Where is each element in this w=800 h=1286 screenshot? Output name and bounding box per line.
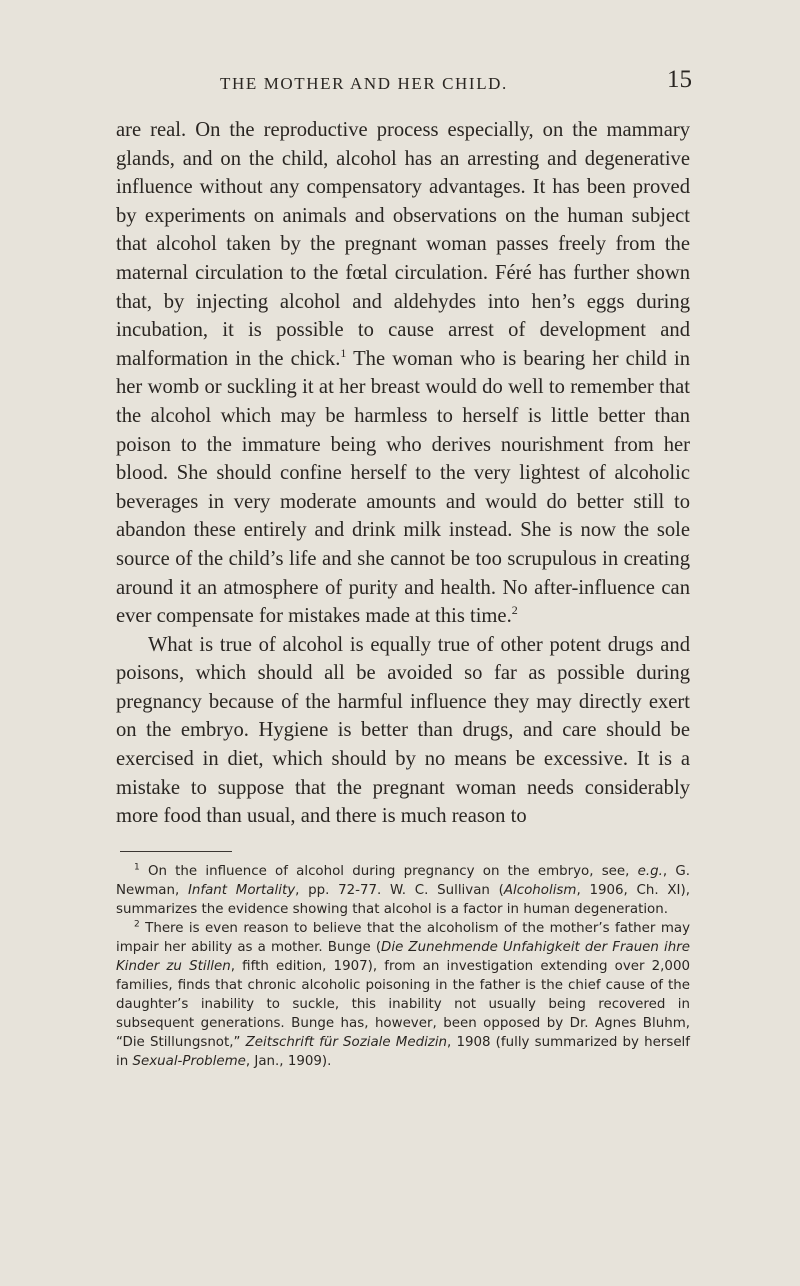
running-head <box>116 64 690 104</box>
footnote-1-text: , 1906, Ch. XI), summarizes the evidence showing that alcohol is a factor in human degeneration. <box>116 882 690 917</box>
paragraph-1-text-a: are real. On the reproductive process especially, on the mammary glands, and on the child, alcohol has an arresting and degenerative influence without any compensatory advantages. It has been proved by experiments on animals and observations on the human subject that alcohol taken by the pregnant woman passes freely from the maternal circulation to the fœtal circulation. Féré has further shown that, by injecting alcohol and aldehydes into hen’s eggs during incubation, it is possible to cause arrest of development and malformation in the chick. <box>116 119 690 370</box>
footnote-2-number: 2 <box>134 919 140 930</box>
footnote-ref-1: 1 <box>340 345 347 360</box>
body-text <box>116 116 690 831</box>
footnote-1-text: On the influence of alcohol during pregnancy on the embryo, see, <box>139 863 638 879</box>
footnote-1-abbrev: e.g. <box>637 863 663 879</box>
footnote-2-text: , fifth edition, 1907), from an investigation extending over 2,000 families, finds that chronic alcoholic poisoning in the father is the chief cause of the daughter’s inability to suckle, this inability not usually being recovered in subsequent generations. Bunge has, however, been opposed by Dr. Agnes Bluhm, “Die Stillungsnot,” <box>116 958 690 1050</box>
paragraph-1-text-b: The woman who is bearing her child in her womb or suckling it at her breast would do well to remember that the alcohol which may be harmless to herself is little better than poison to the immature being who derives nourishment from her blood. She should confine herself to the very lightest of alcoholic beverages in very moderate amounts and would do better still to abandon these entirely and drink milk instead. She is now the sole source of the child’s life and she cannot be too scrupulous in creating around it an atmosphere of purity and health. No after-influence can ever compensate for mistakes made at this time. <box>116 347 690 628</box>
footnote-1-text: , G. Newman, <box>116 863 690 898</box>
footnote-2-text: , 1908 (fully summarized by herself in <box>116 1034 690 1069</box>
footnote-1-book-title: Alcoholism <box>503 882 577 898</box>
footnote-2-text: , Jan., 1909). <box>245 1053 332 1069</box>
paragraph-2: What is true of alcohol is equally true of other potent drugs and poisons, which should all be avoided so far as possible during pregnancy because of the harmful influence they may directly exert on the embryo. Hygiene is better than drugs, and care should be exercised in diet, which should by no means be excessive. It is a mistake to suppose that the pregnant woman needs considerably more food than usual, and there is much reason to <box>116 633 690 828</box>
footnote-1-number: 1 <box>134 862 140 873</box>
footnote-1 <box>116 862 690 919</box>
paragraph-1 <box>116 116 690 631</box>
footnote-1-text: , pp. 72-77. W. C. Sullivan ( <box>295 882 504 898</box>
footnotes <box>116 862 690 1071</box>
footnote-ref-2: 2 <box>511 603 518 618</box>
footnote-2-journal-title: Sexual-Probleme <box>132 1053 246 1069</box>
page-number: 15 <box>667 66 692 93</box>
footnote-1-book-title: Infant Mortality <box>187 882 296 898</box>
footnote-2-text: There is even reason to believe that the alcoholism of the mother’s father may impair her ability as a mother. Bunge ( <box>116 920 690 955</box>
footnote-2-journal-title: Zeitschrift für Soziale Medizin <box>245 1034 448 1050</box>
footnote-divider <box>120 851 232 852</box>
footnote-2-book-title: Die Zunehmende Unfahigkeit der Frauen ihre Kinder zu Stillen <box>116 939 690 974</box>
running-title: THE MOTHER AND HER CHILD. <box>220 74 508 93</box>
footnote-2 <box>116 919 690 1071</box>
